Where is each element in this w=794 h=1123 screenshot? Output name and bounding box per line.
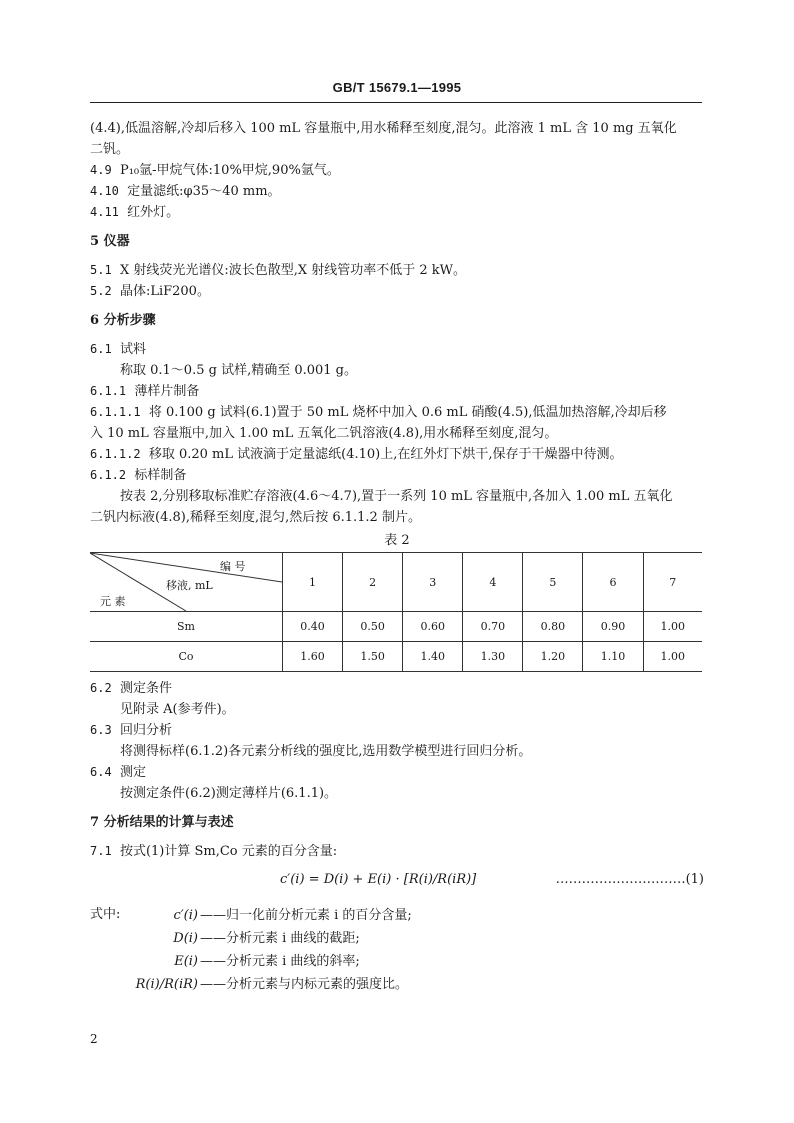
table-cell: 1.30 [463, 642, 523, 672]
clause-number: 6.1.1.1 [90, 405, 141, 419]
header-element-label: 元 素 [100, 595, 126, 608]
row-element-cell: Sm [90, 612, 283, 642]
clause-text: 试料 [119, 342, 146, 357]
row-element-cell: Co [90, 642, 283, 672]
table-cell: 1.20 [523, 642, 583, 672]
definition-text: ——分析元素 i 曲线的斜率; [200, 954, 360, 969]
clause-number: 4.11 [90, 205, 119, 219]
clause-number: 6.4 [90, 765, 112, 779]
clause-text: 回归分析 [119, 723, 172, 738]
clause-4-11 [90, 202, 704, 223]
clause-6-2 [90, 678, 704, 699]
clause-text: 按式(1)计算 Sm,Co 元素的百分含量: [119, 844, 338, 859]
table-row [90, 642, 702, 672]
section-6-title: 6 分析步骤 [90, 313, 156, 328]
paragraph-line: 将测得标样(6.1.2)各元素分析线的强度比,选用数学模型进行回归分析。 [120, 744, 532, 759]
clause-6-3 [90, 720, 704, 741]
clause-text: 标样制备 [134, 468, 187, 483]
clause-number: 5.1 [90, 263, 112, 277]
clause-5-2 [90, 281, 704, 302]
clause-text: 薄样片制备 [134, 384, 200, 399]
paragraph-line: 按表 2,分别移取标准贮存溶液(4.6～4.7),置于一系列 10 mL 容量瓶中,各加入 1.00 mL 五氧化 [120, 489, 673, 504]
diagonal-header-cell [90, 553, 283, 612]
clause-text: 移取 0.20 mL 试液滴于定量滤纸(4.10)上,在红外灯下烘干,保存于干燥器中待测。 [148, 447, 623, 462]
clause-number: 4.10 [90, 184, 119, 198]
clause-number: 6.1.1 [90, 384, 127, 398]
definition-row [90, 904, 704, 927]
paragraph-line: 二钒内标液(4.8),稀释至刻度,混匀,然后按 6.1.1.2 制片。 [90, 510, 421, 525]
definition-symbol: c′(i) [173, 908, 198, 923]
clause-number: 6.1.1.2 [90, 447, 141, 461]
symbol-definitions [90, 904, 704, 996]
definition-text: ——归一化前分析元素 i 的百分含量; [200, 908, 412, 923]
definition-symbol: E(i) [174, 954, 198, 969]
clause-number: 5.2 [90, 284, 112, 298]
clause-text: X 射线荧光光谱仪:波长色散型,X 射线管功率不低于 2 kW。 [119, 263, 467, 278]
clause-6-1-1 [90, 381, 704, 402]
definition-row [90, 927, 704, 950]
clause-number: 6.1.2 [90, 468, 127, 482]
clause-6-1-1-2 [90, 444, 704, 465]
clause-number: 6.1 [90, 342, 112, 356]
document-body [90, 118, 704, 996]
table-cell: 1.00 [643, 642, 702, 672]
header-volume-label: 移液, mL [166, 579, 213, 592]
table-cell: 1.10 [583, 642, 643, 672]
section-5-title: 5 仪器 [90, 234, 130, 249]
definition-row [90, 950, 704, 973]
table-header-row [90, 553, 702, 612]
clause-number: 7.1 [90, 844, 112, 858]
formula-block [90, 862, 704, 898]
paragraph-line: 见附录 A(参考件)。 [120, 702, 235, 717]
standard-number-header: GB/T 15679.1—1995 [332, 80, 462, 95]
paragraph-line: 按测定条件(6.2)测定薄样片(6.1.1)。 [120, 786, 338, 801]
paragraph-line: 二钒。 [90, 142, 130, 157]
table-cell: 0.80 [523, 612, 583, 642]
clause-text: 定量滤纸:φ35～40 mm。 [127, 184, 281, 199]
table-cell: 0.40 [283, 612, 343, 642]
paragraph-line: (4.4),低温溶解,冷却后移入 100 mL 容量瓶中,用水稀释至刻度,混匀。此溶液 1 mL 含 10 mg 五氧化 [90, 121, 677, 136]
clause-4-9 [90, 160, 704, 181]
clause-text: P₁₀氩-甲烷气体:10%甲烷,90%氩气。 [119, 163, 340, 178]
clause-number: 4.9 [90, 163, 112, 177]
column-header: 2 [343, 553, 403, 612]
header-number-label: 编 号 [220, 560, 246, 573]
clause-6-1 [90, 339, 704, 360]
paragraph-line: 称取 0.1～0.5 g 试样,精确至 0.001 g。 [120, 363, 358, 378]
page-number: 2 [90, 1032, 98, 1046]
clause-6-1-2 [90, 465, 704, 486]
standards-table [90, 552, 702, 672]
clause-4-10 [90, 181, 704, 202]
header-rule [90, 102, 702, 103]
clause-number: 6.2 [90, 681, 112, 695]
definition-row [90, 973, 704, 996]
definition-text: ——分析元素与内标元素的强度比。 [200, 977, 409, 992]
equation-number: …………………………(1) [555, 872, 704, 887]
definition-symbol: R(i)/R(iR) [135, 977, 198, 992]
clause-6-1-1-1 [90, 402, 704, 423]
table-row [90, 612, 702, 642]
table-cell: 0.50 [343, 612, 403, 642]
clause-6-4 [90, 762, 704, 783]
where-label: 式中: [90, 907, 121, 922]
clause-text: 测定 [119, 765, 146, 780]
column-header: 5 [523, 553, 583, 612]
definition-text: ——分析元素 i 曲线的截距; [200, 931, 360, 946]
clause-number: 6.3 [90, 723, 112, 737]
column-header: 1 [283, 553, 343, 612]
clause-text: 测定条件 [119, 681, 172, 696]
clause-7-1 [90, 841, 704, 862]
clause-text: 晶体:LiF200。 [119, 284, 210, 299]
table-caption: 表 2 [384, 533, 410, 548]
table-cell: 1.50 [343, 642, 403, 672]
clause-5-1 [90, 260, 704, 281]
table-cell: 1.60 [283, 642, 343, 672]
table-cell: 0.90 [583, 612, 643, 642]
table-cell: 0.70 [463, 612, 523, 642]
paragraph-line: 入 10 mL 容量瓶中,加入 1.00 mL 五氧化二钒溶液(4.8),用水稀释至刻度,混匀。 [90, 426, 558, 441]
clause-text: 红外灯。 [127, 205, 180, 220]
column-header: 7 [643, 553, 702, 612]
definition-symbol: D(i) [173, 931, 198, 946]
column-header: 4 [463, 553, 523, 612]
column-header: 6 [583, 553, 643, 612]
table-cell: 0.60 [403, 612, 463, 642]
table-cell: 1.40 [403, 642, 463, 672]
formula: c′(i) = D(i) + E(i) · [R(i)/R(iR)] [280, 872, 477, 887]
column-header: 3 [403, 553, 463, 612]
section-7-title: 7 分析结果的计算与表述 [90, 815, 234, 830]
table-cell: 1.00 [643, 612, 702, 642]
clause-text: 将 0.100 g 试料(6.1)置于 50 mL 烧杯中加入 0.6 mL 硝酸(4.5),低温加热溶解,冷却后移 [148, 405, 667, 420]
